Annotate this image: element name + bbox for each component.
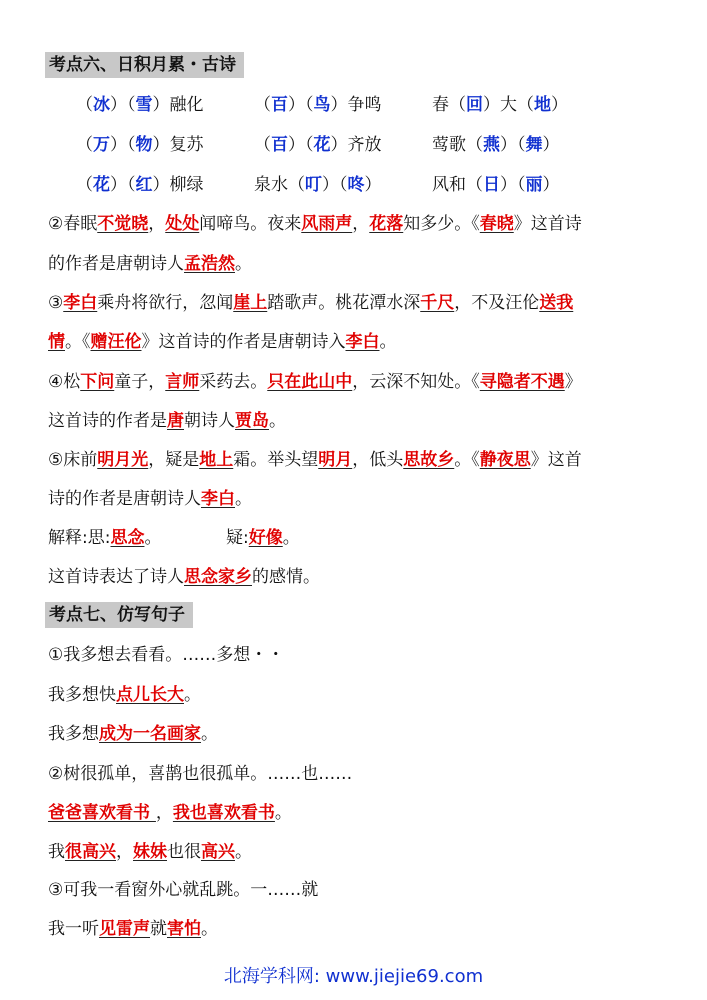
- vocab-item: 莺歌（燕）（舞）: [432, 135, 560, 155]
- vocab-item: （百）（鸟）争鸣: [254, 95, 382, 115]
- answer-line: 我很高兴，妹妹也很高兴。: [48, 842, 252, 862]
- explanation-line: 解释:思:思念。: [48, 528, 162, 548]
- footer-watermark: 北海学科网: www.jiejie69.com: [223, 966, 484, 987]
- poem-line: ②春眠不觉晓，处处闻啼鸟。夜来风雨声，花落知多少。《春晓》这首诗: [48, 214, 582, 234]
- poem-line: 的作者是唐朝诗人孟浩然。: [48, 254, 252, 274]
- poem-line: 诗的作者是唐朝诗人李白。: [48, 489, 252, 509]
- vocab-item: 春（回）大（地）: [432, 95, 568, 115]
- poem-line: 这首诗的作者是唐朝诗人贾岛。: [48, 411, 286, 431]
- vocab-item: 泉水（叮）（咚）: [254, 175, 382, 195]
- emotion-line: 这首诗表达了诗人思念家乡的感情。: [48, 567, 320, 587]
- vocab-item: 风和（日）（丽）: [432, 175, 560, 195]
- answer-line: 我一听见雷声就害怕。: [48, 919, 218, 939]
- question-line: ②树很孤单，喜鹊也很孤单。……也……: [48, 764, 353, 784]
- question-line: ③可我一看窗外心就乱跳。一……就: [48, 880, 319, 900]
- poem-line: ③李白乘舟将欲行，忽闻崖上踏歌声。桃花潭水深千尺，不及汪伦送我: [48, 293, 574, 313]
- poem-line: ⑤床前明月光，疑是地上霜。举头望明月，低头思故乡。《静夜思》这首: [48, 450, 582, 470]
- vocab-item: （花）（红）柳绿: [76, 175, 204, 195]
- answer-line: 我多想成为一名画家。: [48, 724, 218, 744]
- vocab-item: （万）（物）复苏: [76, 135, 204, 155]
- vocab-item: （冰）（雪）融化: [76, 95, 204, 115]
- answer-line: 爸爸喜欢看书 ，我也喜欢看书。: [48, 803, 292, 823]
- poem-line: ④松下问童子，言师采药去。只在此山中，云深不知处。《寻隐者不遇》: [48, 372, 582, 392]
- explanation-line: 疑:好像。: [226, 528, 300, 548]
- question-line: ①我多想去看看。……多想・・: [48, 645, 285, 665]
- answer-line: 我多想快点儿长大。: [48, 685, 201, 705]
- poem-line: 情。《赠汪伦》这首诗的作者是唐朝诗入李白。: [48, 332, 397, 352]
- vocab-item: （百）（花）齐放: [254, 135, 382, 155]
- section-title-7: 考点七、仿写句子: [45, 602, 193, 628]
- section-title-6: 考点六、日积月累・古诗: [45, 52, 244, 78]
